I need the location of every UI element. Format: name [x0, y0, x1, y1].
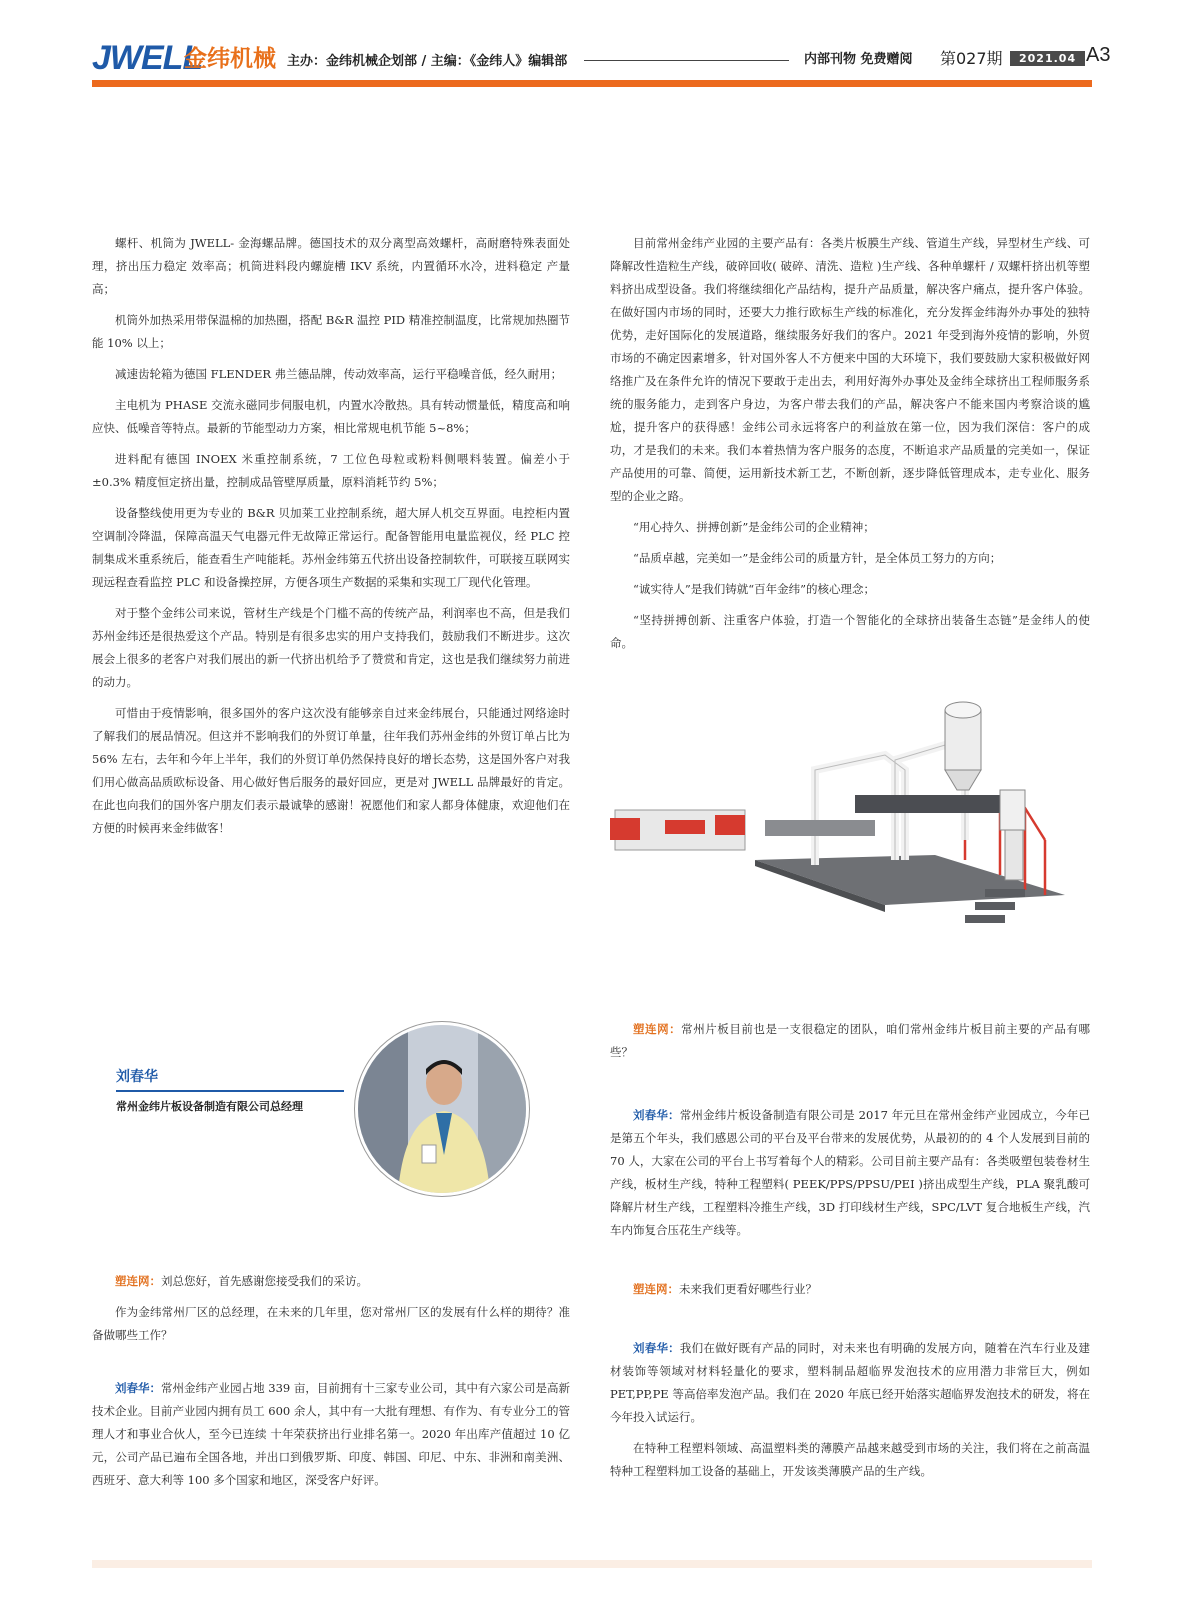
footer-bar — [92, 1560, 1092, 1568]
speaker-label: 塑连网： — [115, 1274, 161, 1288]
interview-right — [610, 1018, 1090, 1491]
answer-text: 我们在做好既有产品的同时，对未来也有明确的发展方向，随着在汽车行业及建材装饰等领域对材料轻量化的要求，塑料制品超临界发泡技术的应用潜力非常巨大，例如 PET,PP,PE 等高倍率发泡产品。我们在 2020 年底已经开始落实超临界发泡技术的研发，将在今年投入试运行。 — [610, 1341, 1091, 1424]
question-text: 刘总您好，首先感谢您接受我们的采访。 — [161, 1274, 368, 1288]
speaker-label: 刘春华： — [633, 1108, 680, 1122]
answer-2 — [610, 1104, 1090, 1242]
answer-3 — [610, 1337, 1090, 1429]
interview-left — [92, 1270, 570, 1500]
question-text: 未来我们更看好哪些行业？ — [679, 1282, 817, 1296]
paragraph: “坚持拼搏创新、注重客户体验，打造一个智能化的全球挤出装备生态链”是金纬人的使命。 — [610, 613, 1090, 650]
paragraph: 可惜由于疫情影响，很多国外的客户这次没有能够亲自过来金纬展台，只能通过网络途时了解我们的展品情况。但这并不影响我们的外贸订单量，往年我们苏州金纬的外贸订单占比为 56% 左右，去年和今年上半年，我们的外贸订单仍然保持良好的增长态势，这是国外客户对我们用心做高品质欧标设备、用心做好售后服务的最好回应，更是对 JWELL 品牌最好的肯定。在此也向我们的国外客户朋友们表示最诚挚的感谢！祝愿他们和家人都身体健康，欢迎他们在方便的时候再来金纬做客！ — [92, 706, 570, 835]
speaker-label: 塑连网： — [633, 1022, 682, 1036]
page-number: A3 — [1086, 44, 1111, 66]
issue-date: 2021.04 — [1010, 51, 1085, 66]
header-rule — [584, 60, 789, 61]
answer-3-detail: 在特种工程塑料领域、高温塑料类的薄膜产品越来越受到市场的关注，我们将在之前高温特种工程塑料加工设备的基础上，开发该类薄膜产品的生产线。 — [610, 1441, 1090, 1478]
right-column-top — [610, 232, 1090, 663]
answer-text: 常州金纬产业园占地 339 亩，目前拥有十三家专业公司，其中有六家公司是高新技术企业。目前产业园内拥有员工 600 余人，其中有一大批有理想、有作为、有专业分工的管理人才和事业合伙人，至今已连续 十年荣获挤出行业排名第一。2020 年出库产值超过 10 亿元，公司产品已遍布全国各地，并出口到俄罗斯、印度、韩国、印尼、中东、非洲和南美洲、西班牙、意大利等 100 多个国家和地区，深受客户好评。 — [92, 1381, 570, 1487]
interviewee-portrait — [355, 1022, 529, 1196]
paragraph: 设备整线使用更为专业的 B&R 贝加莱工业控制系统，超大屏人机交互界面。电控柜内置空调制冷降温，保障高温天气电器元件无故障正常运行。配备智能用电量监视仪，经 PLC 控制集成米重系统后，能查看生产吨能耗。苏州金纬第五代挤出设备控制软件，可联接互联网实现远程查看监控 PLC 和设备操控屏，方便各项生产数据的采集和实现工厂现代化管理。 — [92, 506, 570, 589]
issue-number: 第027期 — [940, 49, 1003, 68]
speaker-label: 刘春华： — [633, 1341, 680, 1355]
question-1 — [92, 1270, 570, 1293]
extrusion-line-photo — [605, 690, 1075, 980]
question-text: 常州片板目前也是一支很稳定的团队，咱们常州金纬片板目前主要的产品有哪些？ — [610, 1022, 1091, 1059]
paragraph: 目前常州金纬产业园的主要产品有：各类片板膜生产线、管道生产线，异型材生产线、可降解改性造粒生产线，破碎回收( 破碎、清洗、造粒 )生产线、各种单螺杆 / 双螺杆挤出机等塑料挤出成型设备。我们将继续细化产品结构，提升产品质量，解决客户痛点，提升客户体验。在做好国内市场的同时，还要大力推行欧标生产线的标准化，充分发挥金纬海外办事处的独特优势，走好国际化的发展道路，继续服务好我们的客户。2021 年受到海外疫情的影响，外贸市场的不确定因素增多，针对国外客人不方便来中国的大环境下，我们要鼓励大家积极做好网络推广及在条件允许的情况下要敢于走出去，利用好海外办事处及金纬全球挤出工程师服务系统的服务能力，走到客户身边，为客户带去我们的产品，解决客户不能来国内考察洽谈的尴尬，提升客户的获得感！金纬公司永远将客户的利益放在第一位，因为我们深信：客户的成功，才是我们的未来。我们本着热情为客户服务的态度，不断追求产品质量的完美如一，保证产品使用的可靠、简便，运用新技术新工艺，不断创新，逐步降低管理成本，走专业化、服务型的企业之路。 — [610, 236, 1090, 503]
answer-1 — [92, 1377, 570, 1492]
paragraph: “诚实待人”是我们铸就“百年金纬”的核心理念； — [633, 582, 876, 596]
left-column-top — [92, 232, 570, 848]
jwell-logo: JWELL — [92, 39, 203, 77]
paragraph: 螺杆、机筒为 JWELL- 金海螺品牌。德国技术的双分离型高效螺杆，高耐磨特殊表面处理，挤出压力稳定 效率高；机筒进料段内螺旋槽 IKV 系统，内置循环水冷，进料稳定 产量高； — [92, 236, 570, 296]
jwell-logo-cn: 金纬机械 — [184, 46, 276, 72]
speaker-label: 塑连网： — [633, 1282, 679, 1296]
paragraph: “用心持久、拼搏创新”是金纬公司的企业精神； — [633, 520, 875, 534]
answer-text: 常州金纬片板设备制造有限公司是 2017 年元旦在常州金纬产业园成立，今年已是第五个年头，我们感恩公司的平台及平台带来的发展优势，从最初的的 4 个人发展到目前的 70 人，大家在公司的平台上书写着每个人的精彩。公司目前主要产品有：各类吸塑包装卷材生产线，板材生产线，特种工程塑料( PEEK/PPS/PPSU/PEI )挤出成型生产线，PLA 聚乳酸可降解片材生产线，工程塑料冷推生产线，3D 打印线材生产线，SPC/LVT 复合地板生产线，汽车内饰复合压花生产线等。 — [610, 1108, 1091, 1237]
question-2 — [610, 1018, 1090, 1064]
sponsor-line: 主办：金纬机械企划部 / 主编：《金纬人》编辑部 — [287, 54, 568, 69]
question-3 — [610, 1278, 1090, 1301]
question-1-detail: 作为金纬常州厂区的总经理，在未来的几年里，您对常州厂区的发展有什么样的期待？准备做哪些工作？ — [92, 1305, 570, 1342]
paragraph: 对于整个金纬公司来说，管材生产线是个门槛不高的传统产品，利润率也不高，但是我们苏州金纬还是很热爱这个产品。特别是有很多忠实的用户支持我们，鼓励我们不断进步。这次展会上很多的老客户对我们展出的新一代挤出机给予了赞赏和肯定，这也是我们继续努力前进的动力。 — [92, 606, 570, 689]
paragraph: 机筒外加热采用带保温棉的加热圈，搭配 B&R 温控 PID 精准控制温度，比常规加热圈节能 10% 以上； — [92, 313, 570, 350]
header-orange-bar — [92, 80, 1092, 87]
speaker-label: 刘春华： — [115, 1381, 162, 1395]
paragraph: “品质卓越，完美如一”是金纬公司的质量方针，是全体员工努力的方向； — [633, 551, 1002, 565]
interviewee-name: 刘春华 — [116, 1066, 344, 1092]
paragraph: 进料配有德国 INOEX 米重控制系统，7 工位色母粒或粉料侧喂料装置。偏差小于 ±0.3% 精度恒定挤出量，控制成品管壁厚质量，原料消耗节约 5%； — [92, 452, 570, 489]
paragraph: 减速齿轮箱为德国 FLENDER 弗兰德品牌，传动效率高，运行平稳噪音低，经久耐用； — [115, 367, 563, 381]
internal-note: 内部刊物 免费赠阅 — [804, 52, 913, 67]
interviewee-title: 常州金纬片板设备制造有限公司总经理 — [116, 1100, 303, 1113]
paragraph: 主电机为 PHASE 交流永磁同步伺服电机，内置水冷散热。具有转动惯量低，精度高和响应快、低噪音等特点。最新的节能型动力方案，相比常规电机节能 5~8%； — [92, 398, 570, 435]
interviewee-block — [116, 1066, 348, 1114]
